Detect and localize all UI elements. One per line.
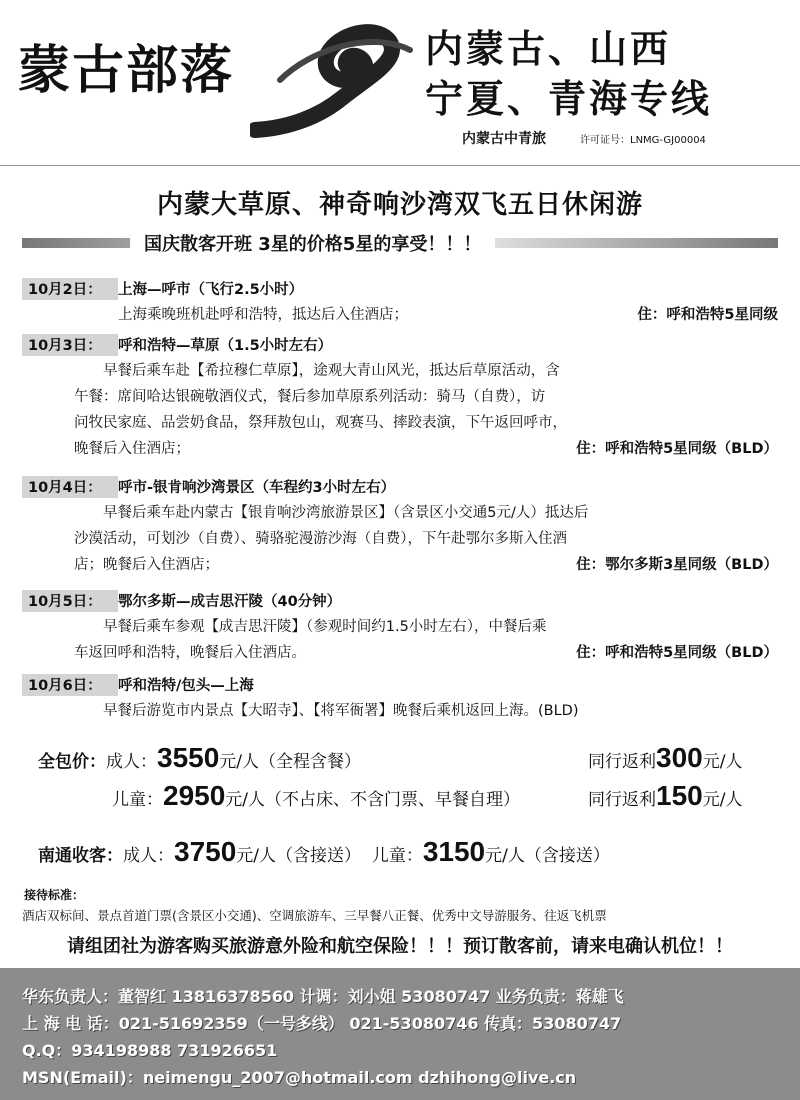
day-accommodation: 住：呼和浩特5星同级（BLD） — [576, 645, 778, 661]
child-price-row — [112, 780, 520, 812]
nantong-child-price: 3150 — [422, 836, 486, 867]
day-date: 10月4日： — [22, 476, 118, 498]
child-unit: 元/人（不占床、不含门票、早餐自理） — [225, 790, 521, 810]
day-route: 呼和浩特—草原（1.5小时左右） — [118, 338, 333, 354]
footer-email-row: MSN(Email)：neimengu_2007@hotmail.com dzhihong@live.cn — [22, 1068, 577, 1087]
headline-line-1: 内蒙古、山西 — [425, 27, 672, 71]
adult-price: 3550 — [157, 742, 220, 773]
day-accommodation: 住：呼和浩特5星同级（BLD） — [576, 441, 778, 457]
day-route: 呼和浩特/包头—上海 — [118, 678, 254, 694]
day-detail-line: 车返回呼和浩特，晚餐后入住酒店。 住：呼和浩特5星同级（BLD） — [74, 640, 782, 666]
itinerary-day — [22, 476, 782, 578]
agency-name: 内蒙古中青旅 — [462, 131, 546, 147]
footer-qq-row: Q.Q：934198988 731926651 — [22, 1041, 278, 1060]
itinerary-day — [22, 278, 782, 328]
day-detail-line: 问牧民家庭、品尝奶食品，祭拜敖包山，观赛马、摔跤表演，下午返回呼市， — [74, 415, 567, 431]
adult-label: 成人： — [106, 752, 157, 772]
package-label: 全包价： — [38, 752, 106, 772]
day-date: 10月3日： — [22, 334, 118, 356]
child-price: 2950 — [163, 780, 226, 811]
adult-rebate-row: 同行返利300元/人 — [588, 742, 743, 773]
child-rebate-row: 同行返利150元/人 — [588, 780, 743, 811]
header-banner — [0, 0, 800, 166]
nantong-price-row: 南通收客：成人：3750元/人（含接送） 儿童：3150元/人（含接送） — [38, 836, 610, 867]
nantong-label: 南通收客： — [38, 846, 123, 866]
license-number: 许可证号：LNMG-GJ00004 — [580, 135, 706, 146]
adult-unit: 元/人（全程含餐） — [219, 752, 362, 772]
insurance-warning: 请组团社为游客购买旅游意外险和航空保险！！！预订散客前，请来电确认机位！！ — [67, 936, 733, 957]
day-route: 上海—呼市（飞行2.5小时） — [118, 282, 304, 298]
tour-title: 内蒙大草原、神奇响沙湾双飞五日休闲游 — [156, 190, 643, 220]
logo-text: 蒙古部落 — [18, 40, 235, 101]
day-detail-line: 沙漠活动，可划沙（自费）、骑骆驼漫游沙海（自费），下午赴鄂尔多斯入住酒 — [74, 531, 567, 547]
day-detail-line: 店；晚餐后入住酒店； 住：鄂尔多斯3星同级（BLD） — [74, 552, 782, 578]
day-detail-line: 上海乘晚班机赴呼和浩特，抵达后入住酒店； 住：呼和浩特5星同级 — [118, 302, 782, 328]
adult-rebate: 300 — [656, 742, 703, 773]
tour-subtitle: 国庆散客开班 3星的价格5星的享受！！！ — [130, 230, 495, 256]
footer-phone-row: 上 海 电 话：021-51692359（一号多线） 021-53080746 传真：53080747 — [22, 1014, 622, 1033]
day-detail-line: 晚餐后入住酒店； 住：呼和浩特5星同级（BLD） — [74, 436, 782, 462]
itinerary-day — [22, 674, 782, 724]
day-date: 10月2日： — [22, 278, 118, 300]
standards-content: 酒店双标间、景点首道门票(含景区小交通)、空调旅游车、三早餐八正餐、优秀中文导游服务、往返飞机票 — [22, 908, 607, 923]
day-date: 10月6日： — [22, 674, 118, 696]
itinerary-day — [22, 590, 782, 666]
day-date: 10月5日： — [22, 590, 118, 612]
child-label: 儿童： — [112, 790, 163, 810]
day-detail-line: 早餐后乘车赴【希拉穆仁草原】，途观大青山风光，抵达后草原活动，含 — [74, 363, 560, 379]
day-accommodation: 住：呼和浩特5星同级 — [637, 307, 778, 323]
headline-line-2: 宁夏、青海专线 — [425, 77, 713, 121]
day-detail-line: 早餐后乘车赴内蒙古【银肯响沙湾旅游景区】（含景区小交通5元/人）抵达后 — [74, 505, 589, 521]
contact-footer — [0, 968, 800, 1100]
day-route: 鄂尔多斯—成吉思汗陵（40分钟） — [118, 594, 342, 610]
day-route: 呼市-银肯响沙湾景区（车程约3小时左右） — [118, 480, 396, 496]
adult-price-row — [38, 742, 361, 774]
day-detail-line: 午餐：席间哈达银碗敬酒仪式，餐后参加草原系列活动：骑马（自费），访 — [74, 389, 546, 405]
standards-label: 接待标准： — [24, 888, 85, 902]
day-detail-line: 早餐后乘车参观【成吉思汗陵】（参观时间约1.5小时左右），中餐后乘 — [74, 619, 547, 635]
day-detail-line: 早餐后游览市内景点【大昭寺】、【将军衙署】晚餐后乘机返回上海。(BLD) — [74, 703, 579, 719]
footer-contact-row: 华东负责人：董智红 13816378560 计调：刘小姐 53080747 业务负责：蒋雄飞 — [22, 987, 624, 1006]
itinerary-day — [22, 334, 782, 462]
nantong-adult-price: 3750 — [174, 836, 237, 867]
swirl-logo-icon — [250, 20, 420, 140]
child-rebate: 150 — [656, 780, 703, 811]
day-accommodation: 住：鄂尔多斯3星同级（BLD） — [576, 557, 778, 573]
